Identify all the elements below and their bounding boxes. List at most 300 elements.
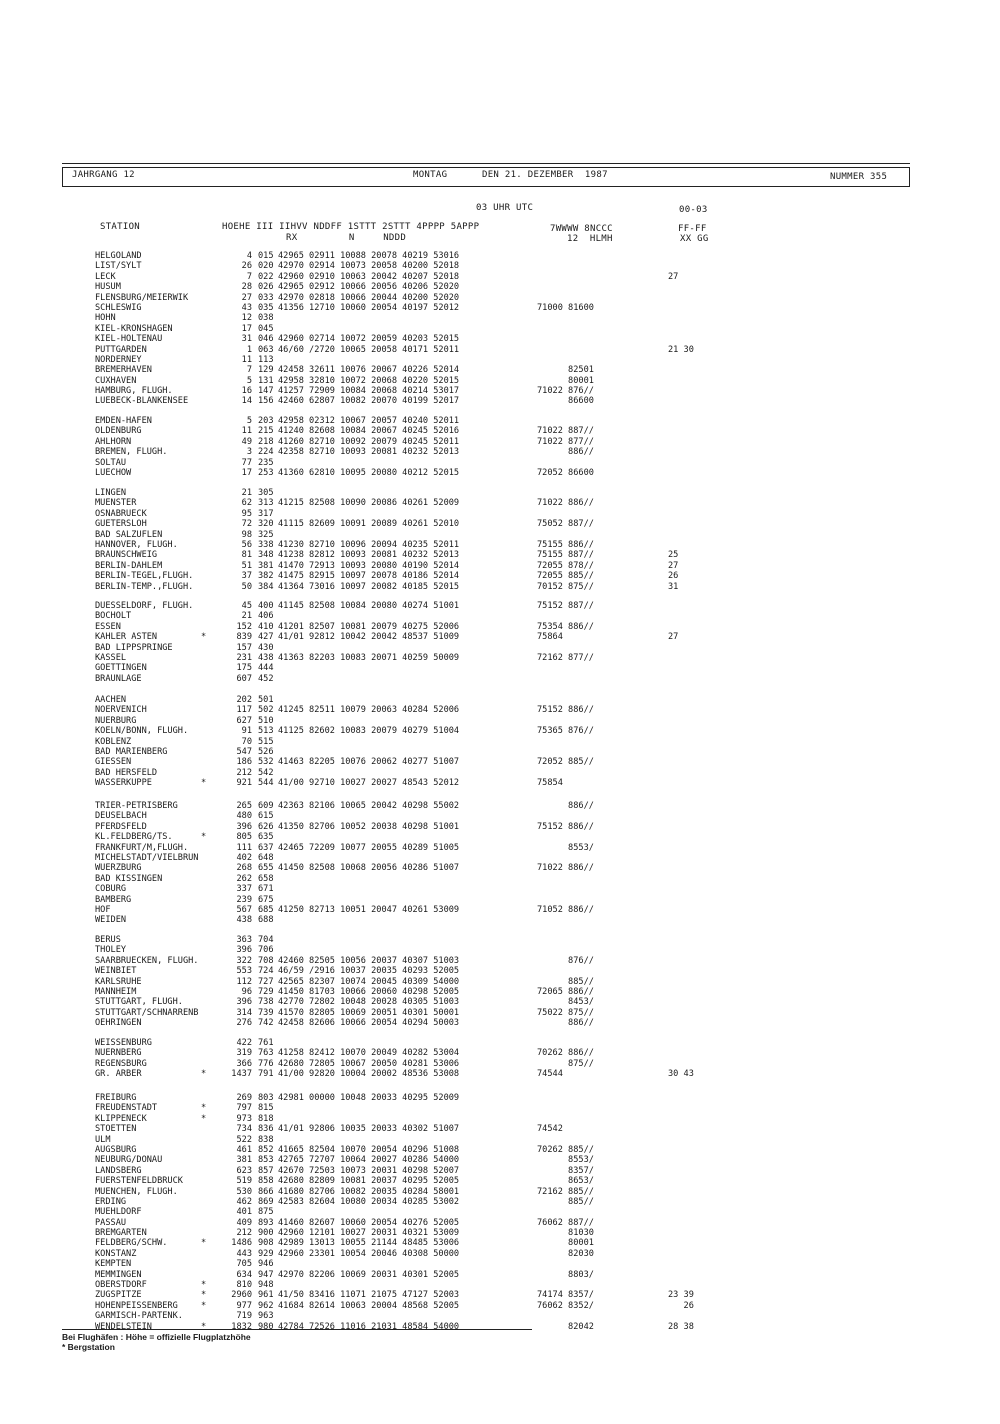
- station-row: [0, 601, 1000, 611]
- station-name: BERLIN-TEGEL,FLUGH.: [95, 571, 194, 582]
- station-index: 929: [258, 1248, 274, 1259]
- station-index: 727: [258, 976, 274, 987]
- station-name: FELDBERG/SCHW.: [95, 1238, 168, 1249]
- station-index: 655: [258, 863, 274, 874]
- station-row: [0, 987, 1000, 997]
- station-height: 239: [236, 894, 252, 905]
- station-group: [0, 1038, 1000, 1080]
- station-height: 26: [241, 261, 252, 272]
- station-height: 634: [236, 1269, 252, 1280]
- station-name: NUERBURG: [95, 715, 137, 726]
- station-row: [0, 1259, 1000, 1269]
- station-height: 797: [236, 1103, 252, 1114]
- station-name: REGENSBURG: [95, 1058, 147, 1069]
- synop-groups: 72162 877//: [537, 652, 594, 663]
- station-name: FUERSTENFELDBRUCK: [95, 1176, 183, 1187]
- station-name: SAARBRUECKEN, FLUGH.: [95, 955, 199, 966]
- observation-groups: 41/00 92820 10004 20002 48536 53008: [278, 1069, 460, 1080]
- synop-groups: 8803/: [537, 1269, 594, 1280]
- station-name: WUERZBURG: [95, 863, 142, 874]
- station-height: 17: [241, 467, 252, 478]
- station-height: 276: [236, 1018, 252, 1029]
- station-group: [0, 251, 1000, 407]
- observation-groups: 42565 82307 10074 20045 40309 54000: [278, 976, 460, 987]
- observation-groups: 41238 82812 10093 20081 40232 52013: [278, 550, 460, 561]
- synop-groups: 80001: [537, 1238, 594, 1249]
- station-index: 502: [258, 705, 274, 716]
- synop-groups: 886//: [537, 447, 594, 458]
- station-height: 45: [241, 601, 252, 611]
- station-name: LUECHOW: [95, 467, 132, 478]
- observation-groups: 42583 82604 10080 20034 40285 53002: [278, 1196, 460, 1207]
- station-height: 152: [236, 621, 252, 632]
- station-index: 671: [258, 884, 274, 895]
- station-height: 337: [236, 884, 252, 895]
- station-row: [0, 1069, 1000, 1079]
- synop-groups: 71022 886//: [537, 498, 594, 509]
- station-row: [0, 540, 1000, 550]
- wind-gust-groups: 25: [668, 550, 679, 561]
- station-row: [0, 1207, 1000, 1217]
- station-height: 62: [241, 498, 252, 509]
- station-index: 739: [258, 1007, 274, 1018]
- station-name: KLIPPENECK: [95, 1113, 147, 1124]
- observation-groups: 41363 82203 10083 20071 40259 50009: [278, 652, 460, 663]
- station-index: 761: [258, 1038, 274, 1048]
- mountain-marker: *: [201, 778, 207, 789]
- station-height: 11: [241, 354, 252, 365]
- observation-groups: 42784 72526 11016 21031 48584 54000: [278, 1321, 460, 1332]
- station-name: HAMBURG, FLUGH.: [95, 386, 173, 397]
- observation-groups: 41215 82508 10090 20086 40261 52009: [278, 498, 460, 509]
- station-height: 231: [236, 652, 252, 663]
- station-height: 81: [241, 550, 252, 561]
- station-index: 438: [258, 652, 274, 663]
- station-height: 522: [236, 1134, 252, 1145]
- station-name: BREMERHAVEN: [95, 365, 152, 376]
- station-index: 763: [258, 1048, 274, 1059]
- station-name: LINGEN: [95, 488, 127, 498]
- observation-groups: 41364 73016 10097 20082 40185 52015: [278, 581, 460, 592]
- station-row: [0, 1114, 1000, 1124]
- observation-time: 03 UHR UTC: [476, 203, 534, 213]
- station-name: KIEL-HOLTENAU: [95, 334, 163, 345]
- station-index: 900: [258, 1228, 274, 1239]
- station-row: [0, 695, 1000, 705]
- station-index: 313: [258, 498, 274, 509]
- station-row: [0, 468, 1000, 478]
- synop-groups: 72065 886//: [537, 986, 594, 997]
- observation-groups: 42958 32810 10072 20068 40220 52015: [278, 375, 460, 386]
- station-height: 7: [246, 365, 252, 376]
- wind-gust-groups: 27: [668, 560, 679, 571]
- station-height: 553: [236, 966, 252, 977]
- observation-groups: 42970 02818 10066 20044 40200 52020: [278, 292, 460, 303]
- observation-groups: 41470 72913 10093 20080 40190 52014: [278, 560, 460, 571]
- station-index: 400: [258, 601, 274, 611]
- station-height: 734: [236, 1124, 252, 1135]
- station-row: [0, 530, 1000, 540]
- observation-groups: 41/01 92812 10042 20042 48537 51009: [278, 632, 460, 643]
- synop-groups: 886//: [537, 801, 594, 811]
- station-name: CUXHAVEN: [95, 375, 137, 386]
- station-name: SOLTAU: [95, 457, 127, 468]
- station-name: BAD MARIENBERG: [95, 746, 168, 757]
- station-index: 215: [258, 426, 274, 437]
- station-name: DEUSELBACH: [95, 811, 147, 822]
- observation-groups: 42965 02911 10088 20078 40219 53016: [278, 251, 460, 261]
- station-name: WEINBIET: [95, 966, 137, 977]
- station-index: 776: [258, 1058, 274, 1069]
- station-height: 1486: [231, 1238, 252, 1249]
- station-height: 4: [246, 251, 252, 261]
- station-name: BREMEN, FLUGH.: [95, 447, 168, 458]
- station-name: LECK: [95, 271, 116, 282]
- station-height: 396: [236, 821, 252, 832]
- synop-groups: 72055 885//: [537, 571, 594, 582]
- station-row: [0, 272, 1000, 282]
- observation-groups: 46/60 /2720 10065 20058 40171 52011: [278, 344, 460, 355]
- station-name: STOETTEN: [95, 1124, 137, 1135]
- station-height: 12: [241, 313, 252, 324]
- station-row: [0, 632, 1000, 642]
- station-index: 129: [258, 365, 274, 376]
- wind-gust-groups: 26: [668, 571, 679, 582]
- station-height: 396: [236, 945, 252, 956]
- synop-groups: 8553/: [537, 1155, 594, 1166]
- station-name: SCHLESWIG: [95, 302, 142, 313]
- station-row: [0, 1176, 1000, 1186]
- station-height: 1: [246, 344, 252, 355]
- station-row: [0, 426, 1000, 436]
- station-height: 422: [236, 1038, 252, 1048]
- station-height: 719: [236, 1311, 252, 1322]
- observation-groups: 41201 82507 10081 20079 40275 52006: [278, 621, 460, 632]
- observation-groups: 41450 82508 10068 20056 40286 51007: [278, 863, 460, 874]
- station-row: [0, 498, 1000, 508]
- station-index: 526: [258, 746, 274, 757]
- station-row: [0, 716, 1000, 726]
- station-row: [0, 757, 1000, 767]
- station-index: 235: [258, 457, 274, 468]
- station-height: 262: [236, 873, 252, 884]
- station-height: 31: [241, 334, 252, 345]
- station-index: 658: [258, 873, 274, 884]
- station-height: 519: [236, 1176, 252, 1187]
- station-row: [0, 345, 1000, 355]
- observation-groups: 42960 12101 10027 20031 40321 53009: [278, 1228, 460, 1239]
- bottom-rule: [62, 1329, 532, 1330]
- station-index: 382: [258, 571, 274, 582]
- station-name: BRAUNLAGE: [95, 673, 142, 684]
- station-index: 948: [258, 1280, 274, 1291]
- synop-groups: 76062 8352/: [537, 1300, 594, 1311]
- station-height: 462: [236, 1196, 252, 1207]
- synop-header-line2: 12 HLMH: [567, 234, 613, 244]
- station-index: 729: [258, 986, 274, 997]
- station-row: [0, 643, 1000, 653]
- wind-gust-groups: 21 30: [668, 344, 694, 355]
- observation-groups: 42989 13013 10055 21144 48485 53006: [278, 1238, 460, 1249]
- station-index: 708: [258, 955, 274, 966]
- station-name: MEMMINGEN: [95, 1269, 142, 1280]
- station-index: 406: [258, 611, 274, 622]
- station-height: 314: [236, 1007, 252, 1018]
- station-height: 111: [236, 842, 252, 853]
- mountain-marker: *: [201, 1280, 207, 1291]
- station-height: 202: [236, 695, 252, 705]
- station-name: OSNABRUECK: [95, 508, 147, 519]
- station-name: KONSTANZ: [95, 1248, 137, 1259]
- station-index: 113: [258, 354, 274, 365]
- station-row: [0, 334, 1000, 344]
- synop-groups: 71052 886//: [537, 904, 594, 915]
- station-height: 921: [236, 778, 252, 789]
- station-name: KASSEL: [95, 652, 127, 663]
- station-height: 72: [241, 519, 252, 530]
- observation-groups: 41230 82710 10096 20094 40235 52011: [278, 539, 460, 550]
- station-name: HOHENPEISSENBERG: [95, 1300, 178, 1311]
- station-name: BRAUNSCHWEIG: [95, 550, 158, 561]
- station-name: FLENSBURG/MEIERWIK: [95, 292, 189, 303]
- station-index: 947: [258, 1269, 274, 1280]
- synop-groups: 82030: [537, 1248, 594, 1259]
- station-row: [0, 1218, 1000, 1228]
- station-name: GUETERSLOH: [95, 519, 147, 530]
- station-row: [0, 386, 1000, 396]
- station-name: AACHEN: [95, 695, 127, 705]
- station-header: STATION: [100, 222, 141, 232]
- observation-groups: 41360 62810 10095 20080 40212 52015: [278, 467, 460, 478]
- station-name: ULM: [95, 1134, 111, 1145]
- station-row: [0, 997, 1000, 1007]
- synop-groups: 70152 875//: [537, 581, 594, 592]
- observation-groups: 41684 82614 10063 20004 48568 52005: [278, 1300, 460, 1311]
- station-index: 046: [258, 334, 274, 345]
- station-height: 16: [241, 386, 252, 397]
- station-name: WEISSENBURG: [95, 1038, 152, 1048]
- mountain-marker: *: [201, 1300, 207, 1311]
- station-name: ZUGSPITZE: [95, 1290, 142, 1301]
- synop-groups: 75152 886//: [537, 821, 594, 832]
- station-name: LIST/SYLT: [95, 261, 142, 272]
- station-name: BAD LIPPSPRINGE: [95, 642, 173, 653]
- station-name: MANNHEIM: [95, 986, 137, 997]
- station-name: NUERNBERG: [95, 1048, 142, 1059]
- station-name: STUTTGART/SCHNARRENB: [95, 1007, 199, 1018]
- station-row: [0, 1048, 1000, 1058]
- synop-groups: 82042: [537, 1321, 594, 1332]
- station-name: STUTTGART, FLUGH.: [95, 997, 183, 1008]
- station-row: [0, 376, 1000, 386]
- station-row: [0, 519, 1000, 529]
- synop-groups: 75022 875//: [537, 1007, 594, 1018]
- synop-groups: 71000 81600: [537, 302, 594, 313]
- observation-groups: 42460 82505 10056 20037 40307 51003: [278, 955, 460, 966]
- station-index: 045: [258, 323, 274, 334]
- station-height: 839: [236, 632, 252, 643]
- observation-groups: 41115 82609 10091 20089 40261 52010: [278, 519, 460, 530]
- station-height: 973: [236, 1113, 252, 1124]
- station-index: 381: [258, 560, 274, 571]
- station-index: 980: [258, 1321, 274, 1332]
- station-row: [0, 324, 1000, 334]
- synop-groups: 71022 876//: [537, 386, 594, 397]
- station-index: 317: [258, 508, 274, 519]
- station-row: [0, 915, 1000, 925]
- station-index: 836: [258, 1124, 274, 1135]
- station-name: GOETTINGEN: [95, 663, 147, 674]
- station-row: [0, 747, 1000, 757]
- station-row: [0, 768, 1000, 778]
- station-row: [0, 447, 1000, 457]
- station-row: [0, 396, 1000, 406]
- station-name: PASSAU: [95, 1217, 127, 1228]
- wind-gust-groups: 28 38: [668, 1321, 694, 1332]
- station-row: [0, 1270, 1000, 1280]
- station-index: 706: [258, 945, 274, 956]
- station-height: 2960: [231, 1290, 252, 1301]
- station-name: TRIER-PETRISBERG: [95, 801, 178, 811]
- synop-groups: 75052 887//: [537, 519, 594, 530]
- station-index: 131: [258, 375, 274, 386]
- station-index: 961: [258, 1290, 274, 1301]
- synop-groups: 86600: [537, 396, 594, 407]
- station-row: [0, 1280, 1000, 1290]
- station-index: 637: [258, 842, 274, 853]
- station-row: [0, 437, 1000, 447]
- observation-groups: 42458 32611 10076 20067 40226 52014: [278, 365, 460, 376]
- station-row: [0, 843, 1000, 853]
- station-row: [0, 571, 1000, 581]
- station-index: 738: [258, 997, 274, 1008]
- station-name: FRANKFURT/M,FLUGH.: [95, 842, 189, 853]
- station-index: 688: [258, 915, 274, 926]
- station-row: [0, 977, 1000, 987]
- station-name: MUEHLDORF: [95, 1207, 142, 1218]
- station-row: [0, 1008, 1000, 1018]
- synop-groups: 70262 886//: [537, 1048, 594, 1059]
- station-height: 112: [236, 976, 252, 987]
- observation-groups: 41260 82710 10092 20079 40245 52011: [278, 436, 460, 447]
- synop-groups: 8553/: [537, 842, 594, 853]
- station-row: [0, 653, 1000, 663]
- wind-gust-groups: 30 43: [668, 1069, 694, 1080]
- station-name: WENDELSTEIN: [95, 1321, 152, 1332]
- observation-groups: 42358 82710 10093 20081 40232 52013: [278, 447, 460, 458]
- station-name: LUEBECK-BLANKENSEE: [95, 396, 189, 407]
- station-index: 724: [258, 966, 274, 977]
- station-index: 648: [258, 852, 274, 863]
- station-index: 685: [258, 904, 274, 915]
- station-index: 946: [258, 1259, 274, 1270]
- station-name: EMDEN-HAFEN: [95, 416, 152, 426]
- station-height: 98: [241, 529, 252, 540]
- station-index: 022: [258, 271, 274, 282]
- station-height: 43: [241, 302, 252, 313]
- station-name: GIESSEN: [95, 757, 132, 768]
- observation-groups: 41475 82915 10097 20078 40186 52014: [278, 571, 460, 582]
- station-index: 038: [258, 313, 274, 324]
- station-name: ERDING: [95, 1196, 127, 1207]
- observation-groups: 41250 82713 10051 20047 40261 53009: [278, 904, 460, 915]
- observation-groups: 42981 00000 10048 20033 40295 52009: [278, 1093, 460, 1103]
- station-name: NEUBURG/DONAU: [95, 1155, 163, 1166]
- observation-groups: 42770 72802 10048 20028 40305 51003: [278, 997, 460, 1008]
- station-row: [0, 1301, 1000, 1311]
- station-height: 27: [241, 292, 252, 303]
- station-index: 338: [258, 539, 274, 550]
- observation-groups: 41463 82205 10076 20062 40277 51007: [278, 757, 460, 768]
- synop-groups: 875//: [537, 1058, 594, 1069]
- station-index: 384: [258, 581, 274, 592]
- code-header-line2: RX N NDDD: [286, 233, 407, 243]
- wind-gust-groups: 27: [668, 632, 679, 643]
- station-name: KL.FELDBERG/TS.: [95, 832, 173, 843]
- station-group: [0, 801, 1000, 926]
- observation-groups: 41258 82412 10070 20049 40282 53004: [278, 1048, 460, 1059]
- station-row: [0, 1290, 1000, 1300]
- wind-gust-groups: 31: [668, 581, 679, 592]
- station-row: [0, 895, 1000, 905]
- station-height: 37: [241, 571, 252, 582]
- station-height: 95: [241, 508, 252, 519]
- station-index: 063: [258, 344, 274, 355]
- station-index: 203: [258, 416, 274, 426]
- wind-gust-groups: 26: [668, 1300, 694, 1311]
- station-height: 3: [246, 447, 252, 458]
- station-index: 857: [258, 1165, 274, 1176]
- synop-groups: 75354 886//: [537, 621, 594, 632]
- station-row: [0, 1311, 1000, 1321]
- station-index: 253: [258, 467, 274, 478]
- station-name: KIEL-KRONSHAGEN: [95, 323, 173, 334]
- station-height: 1437: [231, 1069, 252, 1080]
- station-index: 147: [258, 386, 274, 397]
- station-name: HELGOLAND: [95, 251, 142, 261]
- synop-groups: 72052 86600: [537, 467, 594, 478]
- station-index: 218: [258, 436, 274, 447]
- station-index: 444: [258, 663, 274, 674]
- station-name: COBURG: [95, 884, 127, 895]
- station-row: [0, 1166, 1000, 1176]
- station-name: BERLIN-TEMP.,FLUGH.: [95, 581, 194, 592]
- station-height: 705: [236, 1259, 252, 1270]
- station-index: 838: [258, 1134, 274, 1145]
- station-row: [0, 1322, 1000, 1332]
- station-group: [0, 601, 1000, 684]
- wind-header-line2: XX GG: [680, 234, 709, 244]
- observation-groups: 41680 82706 10082 20035 40284 58001: [278, 1186, 460, 1197]
- station-index: 532: [258, 757, 274, 768]
- station-name: BREMGARTEN: [95, 1228, 147, 1239]
- station-name: KEMPTEN: [95, 1259, 132, 1270]
- station-row: [0, 832, 1000, 842]
- station-height: 265: [236, 801, 252, 811]
- station-row: [0, 1059, 1000, 1069]
- station-row: [0, 863, 1000, 873]
- station-row: [0, 874, 1000, 884]
- station-row: [0, 561, 1000, 571]
- observation-groups: 42465 72209 10077 20055 40289 51005: [278, 842, 460, 853]
- synop-groups: 75152 886//: [537, 705, 594, 716]
- station-row: [0, 778, 1000, 788]
- wind-gust-groups: 27: [668, 271, 679, 282]
- station-name: BAD KISSINGEN: [95, 873, 163, 884]
- synop-groups: 876//: [537, 955, 594, 966]
- mountain-marker: *: [201, 1321, 207, 1332]
- observation-groups: 41240 82608 10084 20067 40245 52016: [278, 426, 460, 437]
